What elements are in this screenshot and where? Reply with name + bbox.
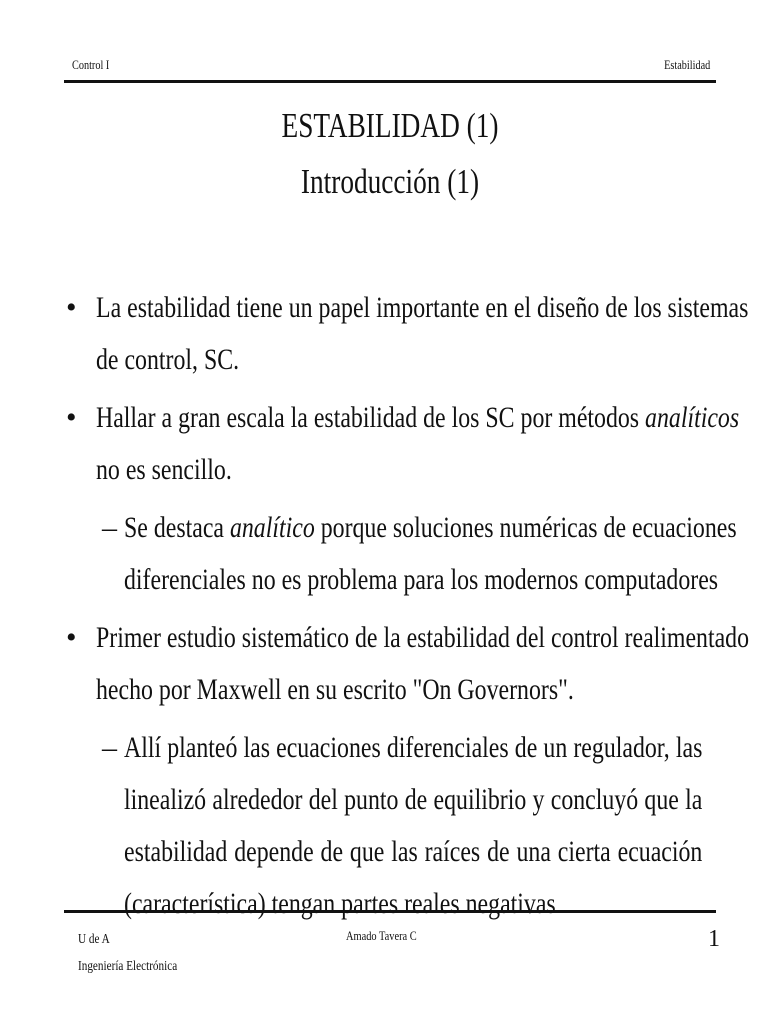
- bullet-text: porque soluciones numéricas de ecuaciones: [314, 511, 737, 544]
- header-course: Control I: [72, 58, 110, 72]
- bullet-text-line: estabilidad depende de que las raíces de una cierta ecuación: [124, 835, 703, 868]
- dash-icon: –: [102, 731, 117, 764]
- bullet-text-line: [124, 502, 737, 554]
- bullet-text: Hallar a gran escala la estabilidad de los SC por métodos: [96, 401, 646, 434]
- slide-body: [66, 282, 750, 936]
- bullet-text-line: linealizó alrededor del punto de equilibrio y concluyó que la: [124, 783, 703, 816]
- footer-program: Ingeniería Electrónica: [78, 959, 178, 974]
- dash-icon: –: [102, 511, 117, 544]
- bullet-text-line: La estabilidad tiene un papel importante en el diseño de los sistemas: [96, 291, 749, 324]
- sub-bullet-item: [66, 502, 737, 606]
- footer-university: U de A: [78, 932, 110, 947]
- bullet-icon: •: [66, 621, 77, 654]
- bullet-text-line: hecho por Maxwell en su escrito "On Governors".: [96, 673, 574, 706]
- bullet-item: [66, 612, 750, 716]
- bullet-text-line: Allí planteó las ecuaciones diferenciales de un regulador, las: [124, 731, 703, 764]
- bullet-item: [66, 282, 749, 386]
- page-number: 1: [708, 926, 720, 952]
- emphasized-text: analítico: [229, 511, 315, 544]
- bullet-text-line: [96, 392, 740, 444]
- footer-rule: [64, 910, 716, 913]
- bullet-text-line: diferenciales no es problema para los modernos computadores: [124, 563, 719, 596]
- bullet-icon: •: [66, 291, 77, 324]
- bullet-text: Se destaca: [124, 511, 230, 544]
- bullet-text-line: no es sencillo.: [96, 453, 232, 486]
- slide-title: ESTABILIDAD (1): [281, 106, 499, 145]
- bullet-text-line: (característica) tengan partes reales negativas: [124, 887, 556, 920]
- bullet-text-line: Primer estudio sistemático de la estabilidad del control realimentado: [96, 621, 750, 654]
- sub-bullet-item: [66, 722, 706, 930]
- header-topic: Estabilidad: [663, 58, 710, 72]
- emphasized-text: analíticos: [645, 401, 740, 434]
- header-rule: [64, 80, 716, 83]
- footer-institution: [78, 926, 177, 980]
- bullet-item: [66, 392, 740, 496]
- bullet-icon: •: [66, 401, 77, 434]
- bullet-text-line: de control, SC.: [96, 343, 240, 376]
- slide-subtitle: Introducción (1): [300, 162, 480, 201]
- footer-author: Amado Tavera C: [346, 928, 417, 943]
- slide-title-block: [64, 98, 716, 210]
